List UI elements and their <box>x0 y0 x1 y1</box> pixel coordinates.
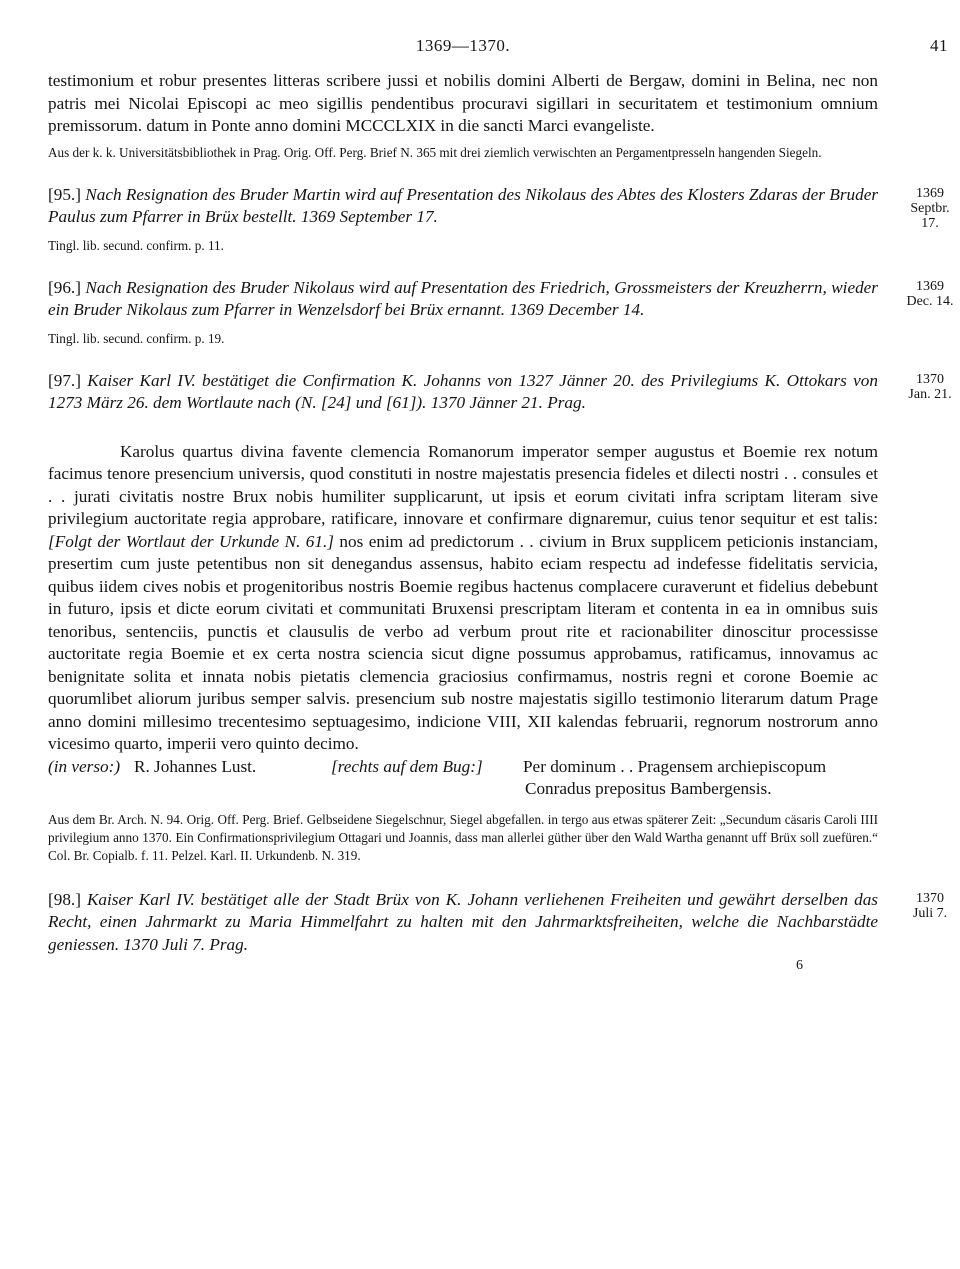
fold-text-2: Conradus prepositus Bambergensis. <box>525 779 772 798</box>
entry-title <box>48 370 878 415</box>
intro-source-note: Aus der k. k. Universitätsbibliothek in Prag. Orig. Off. Perg. Brief N. 365 mit drei ziemlich verwischten an Pergamentpresseln hangenden Siegeln. <box>48 144 822 160</box>
entry-title <box>48 889 878 957</box>
margin-date <box>900 891 960 921</box>
entry-number: [96.] <box>48 277 81 297</box>
document-page <box>48 36 954 980</box>
entry-heading: Nach Resignation des Bruder Martin wird auf Presentation des Nikolaus des Abtes des Klosters Zdaras der Bruder Paulus zum Pfarrer in Brüx bestellt. 1369 September 17. <box>48 184 879 226</box>
entry-number: [97.] <box>48 370 81 390</box>
entry-heading: Nach Resignation des Bruder Nikolaus wird auf Presentation des Friedrich, Grossmeisters der Kreuzherrn, wieder ein Bruder Nikolaus zum Pfarrer in Wenzelsdorf bei Brüx ernannt. 1369 December 14. <box>48 277 878 319</box>
signature-row <box>48 756 878 779</box>
entry-source: Tingl. lib. secund. confirm. p. 19. <box>48 330 225 346</box>
margin-day: Septbr. 17. <box>910 200 950 231</box>
entry-number: [98.] <box>48 889 81 909</box>
entry-heading: Kaiser Karl IV. bestätiget alle der Stadt Brüx von K. Johann verliehenen Freiheiten und gewährt derselben das Recht, einen Jahrmarkt zu Maria Himmelfahrt zu halten mit den Jahrmarktsfreiheiten, welche die Nachbarstädte geniessen. 1370 Juli 7. Prag. <box>48 889 878 954</box>
entry-96 <box>48 277 954 348</box>
charter-body-after: nos enim ad predictorum . . civium in Brux supplicem peticionis instanciam, presertim cum juste petentibus non sit denegandus assensus, habito eciam respectu ad indefesse fidelitatis servicia, quibus iidem cives nobis et progenitoribus nostris Boemie regibus hactenus complacere curaverunt et fidelius debebunt in futuro, ipsis et dicte eorum civitati et communitati Bruxensi prescriptam literam et contenta in ea in omnibus suis tenoribus, sentenciis, punctis et clausulis de verbo ad verbum prout rite et racionabiliter dinoscitur processisse auctoritate regia Boemie et ex certa nostra sciencia sicut digne possumus approbamus, ratificamus, innovamus ac benignitate solita et innata nobis pietatis clemencia graciosius confirmamus, nostris regni et corone Boemie ac quorumlibet aliorum juribus semper salvis. presencium sub nostre majestatis sigillo testimonio literarum datum Prage anno domini millesimo trecentesimo septuagesimo, indicione VIII, XII kalendas februarii, regnorum nostrorum anno vicesimo quarto, imperii vero quinto decimo. <box>48 531 878 753</box>
margin-date <box>900 372 960 402</box>
margin-date <box>900 279 960 309</box>
year-range: 1369—1370. <box>415 36 511 55</box>
entry-heading: Kaiser Karl IV. bestätiget die Confirmation K. Johanns von 1327 Jänner 20. des Privilegiums K. Ottokars von 1273 März 26. dem Wortlaute nach (N. [24] und [61]). 1370 Jänner 21. Prag. <box>48 370 878 412</box>
margin-year: 1370 <box>916 371 944 387</box>
entry-title <box>48 277 878 322</box>
charter-insert: [Folgt der Wortlaut der Urkunde N. 61.] <box>48 531 334 551</box>
intro-text: testimonium et robur presentes litteras scribere jussi et nobilis domini Alberti de Bergaw, domini in Belina, nec non patris mei Nicolai Episcopi ac meo sigillis pendentibus procuravi sigillari in securitatem et testimonium omnium premissorum. datum in Ponte anno domini MCCCLXIX in die sancti Marci evangeliste. <box>48 71 878 135</box>
margin-year: 1369 <box>916 185 944 201</box>
margin-day: Dec. 14. <box>906 293 954 309</box>
signature-row-2 <box>48 778 878 801</box>
verso-name: R. Johannes Lust. <box>134 756 257 776</box>
margin-date <box>900 186 960 231</box>
fold-label: [rechts auf dem Bug:] <box>331 756 483 776</box>
entry-95 <box>48 184 948 255</box>
charter-body <box>48 441 878 756</box>
margin-year: 1369 <box>916 278 944 294</box>
entry-title <box>48 184 878 229</box>
page-number: 41 <box>930 36 948 55</box>
entry-98 <box>48 889 948 957</box>
signature-mark <box>48 958 948 980</box>
charter-body-before: Karolus quartus divina favente clemencia Romanorum imperator semper augustus et Boemie rex notum facimus tenore presencium universis, quod constituti in nostre majestatis presencia fideles et dilecti nostri . . consules et . . jurati civitatis nostre Brux nobis humiliter supplicarunt, ut ipsis et eorum civitati infra scriptam literam sive privilegium auctoritate regia approbare, ratificare, innovare et confirmare dignaremur, cuius tenor sequitur et est talis: <box>48 441 878 528</box>
verso-label: (in verso:) <box>48 756 121 776</box>
page-header <box>48 36 948 60</box>
margin-day: Jan. 21. <box>908 386 952 402</box>
signature-mark-number: 6 <box>796 958 803 973</box>
charter <box>48 441 878 865</box>
margin-year: 1370 <box>916 890 944 906</box>
fold-text: Per dominum . . Pragensem archiepiscopum <box>523 756 827 776</box>
charter-source-note: Aus dem Br. Arch. N. 94. Orig. Off. Perg. Brief. Gelbseidene Siegelschnur, Siegel abgefallen. in tergo aus etwas späterer Zeit: „Secundum cäsaris Caroli IIII privilegium anno 1370. Ein Confirmationsprivilegium Ottagari und Joannis, dass man allerlei güther über den Wald Wartha genannt uff Brüx soll zuefüren.“ Col. Br. Copialb. f. 11. Pelzel. Karl. II. Urkundenb. N. 319. <box>48 811 878 863</box>
entry-97 <box>48 370 952 415</box>
margin-day: Juli 7. <box>912 905 948 921</box>
entry-source: Tingl. lib. secund. confirm. p. 11. <box>48 237 224 253</box>
entry-number: [95.] <box>48 184 81 204</box>
